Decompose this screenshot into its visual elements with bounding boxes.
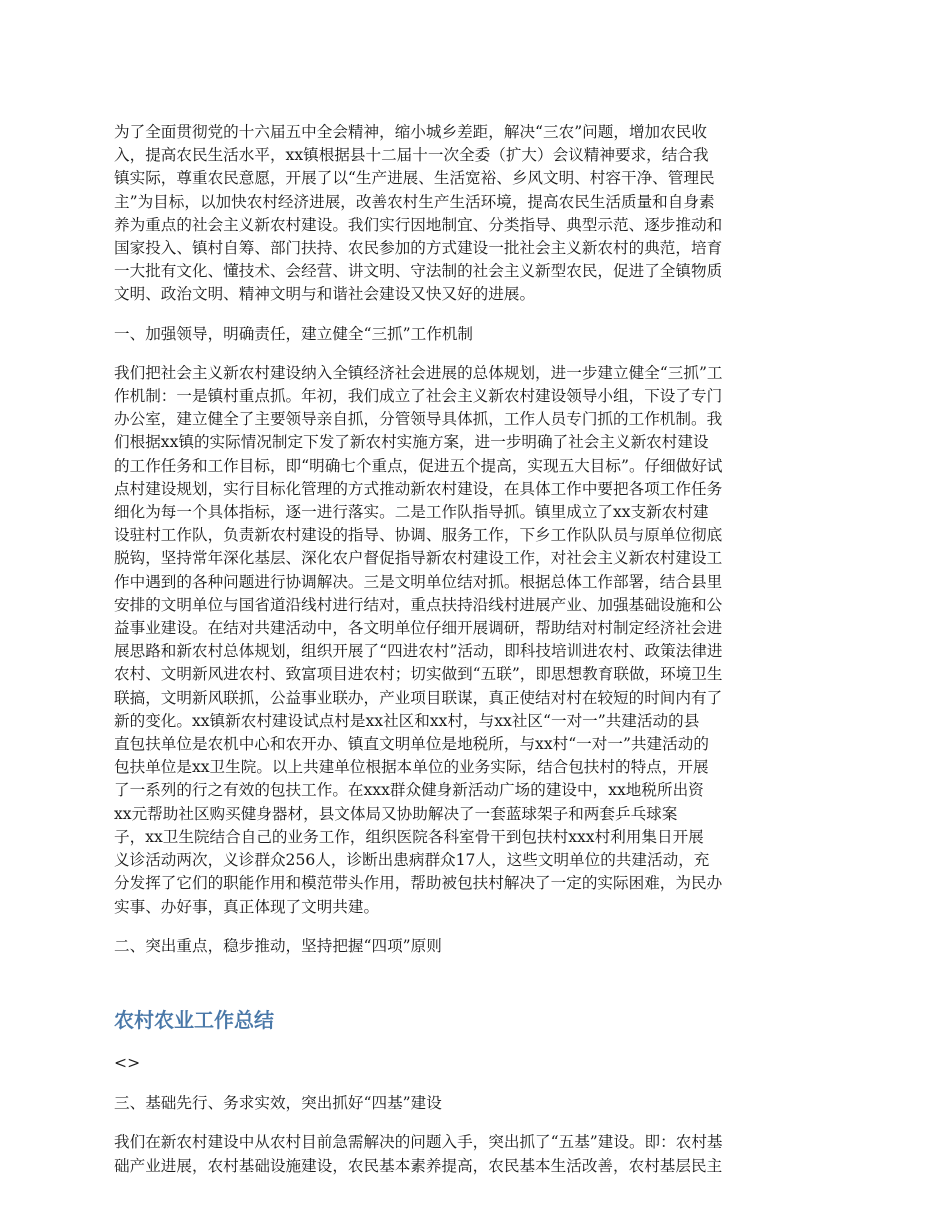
paragraph-foundation: 我们在新农村建设中从农村目前急需解决的问题入手，突出抓了“五基”建设。即：农村基 础产业进展，农村基础设施建设，农民基本素养提高，农民基本生活改善，农村基层民主	[114, 1133, 723, 1175]
paragraph-mechanism: 我们把社会主义新农村建设纳入全镇经济社会进展的总体规划，进一步建立健全“三抓”工 作机制：一是镇村重点抓。年初，我们成立了社会主义新农村建设领导小组，下设了专门 办公室，建立健全了主要领导亲自抓，分管领导具体抓，工作人员专门抓的工作机制。我 们根据xx镇的实际情况制定下发了新农村实施方案，进一步明确了社会主义新农村建设 的工作任务和工作目标，即“明确七个重点，促进五个提高，实现五大目标”。仔细做好试 点村建设规划，实行目标化管理的方式推动新农村建设，在具体工作中要把各项工作任务 细化为每一个具体指标，逐一进行落实。二是工作队指导抓。镇里成立了xx支新农村建 设驻村工作队，负责新农村建设的指导、协调、服务工作，下乡工作队队员与原单位彻底 脱钩，坚持常年深化基层、深化农户督促指导新农村建设工作，对社会主义新农村建设工 作中遇到的各种问题进行协调解决。三是文明单位结对抓。根据总体工作部署，结合县里 安排的文明单位与国省道沿线村进行结对，重点扶持沿线村进展产业、加强基础设施和公 益事业建设。在结对共建活动中，各文明单位仔细开展调研，帮助结对村制定经济社会进 展思路和新农村总体规划，组织开展了“四进农村”活动，即科技培训进农村、政策法律进 农村、文明新风进农村、致富项目进农村；切实做到“五联”，即思想教育联做，环境卫生 联搞，文明新风联抓，公益事业联办，产业项目联谋，真正使结对村在较短的时间内有了 新的变化。xx镇新农村建设试点村是xx社区和xx村，与xx社区“一对一”共建活动的县 直包扶单位是农机中心和农开办、镇直文明单位是地税所，与xx村“一对一”共建活动的 包扶单位是xx卫生院。以上共建单位根据本单位的业务实际，结合包扶村的特点，开展 了一系列的行之有效的包扶工作。在xxx群众健身新活动广场的建设中，xx地税所出资 xx元帮助社区购买健身器材，县文体局又协助解决了一套蓝球架子和两套乒乓球案 子，xx卫生院结合自己的业务工作，组织医院各科室骨干到包扶村xxx村利用集日开展 义诊活动两次，义诊群众256人，诊断出患病群众17人，这些文明单位的共建活动，充 分发挥了它们的职能作用和模范带头作用，帮助被包扶村解决了一定的实际困难，为民办 实事、办好事，真正体现了文明共建。	[114, 363, 723, 916]
section-heading-1: 一、加强领导，明确责任，建立健全“三抓”工作机制	[114, 324, 474, 343]
section-heading-2: 二、突出重点，稳步推动，坚持把握“四项”原则	[114, 936, 442, 955]
section-heading-3: 三、基础先行、务求实效，突出抓好“四基”建设	[114, 1094, 442, 1113]
placeholder-text: <>	[114, 1053, 141, 1072]
paragraph-intro: 为了全面贯彻党的十六届五中全会精神，缩小城乡差距，解决“三农”问题，增加农民收 入，提高农民生活水平，xx镇根据县十二届十一次全委（扩大）会议精神要求，结合我 镇实际，尊重农民意愿，开展了以“生产进展、生活宽裕、乡风文明、村容干净、管理民 主”为目标，以加快农村经济进展，改善农村生产生活环境，提高农民生活质量和自身素 养为重点的社会主义新农村建设。我们实行因地制宜、分类指导、典型示范、逐步推动和 国家投入、镇村自筹、部门扶持、农民参加的方式建设一批社会主义新农村的典范，培育 一大批有文化、懂技术、会经营、讲文明、守法制的社会主义新型农民，促进了全镇物质 文明、政治文明、精神文明与和谐社会建设又快又好的进展。	[114, 123, 723, 304]
document-title: 农村农业工作总结	[114, 1007, 274, 1032]
document-body	[114, 121, 838, 1194]
